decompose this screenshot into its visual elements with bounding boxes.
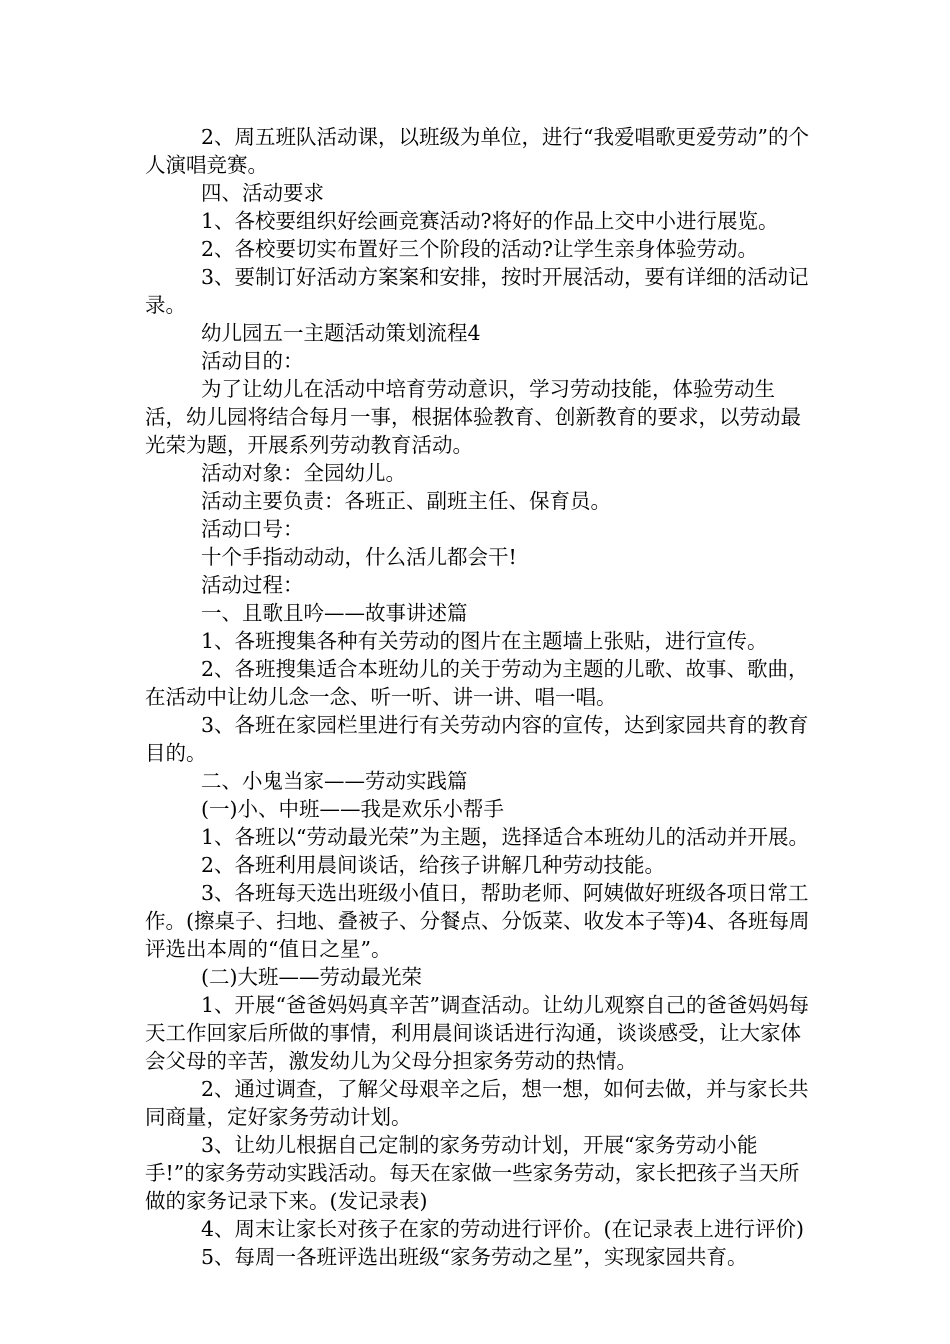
document-title: 幼儿园五一主题活动策划流程4: [201, 321, 481, 345]
paragraph: 1、各校要组织好绘画竞赛活动?将好的作品上交中小进行展览。: [201, 209, 779, 233]
subsection-heading: (二)大班——劳动最光荣: [201, 965, 422, 989]
paragraph: 3、让幼儿根据自己定制的家务劳动计划，开展“家务劳动小能手!”的家务劳动实践活动。每天在家做一些家务劳动，家长把孩子当天所做的家务记录下来。(发记录表): [145, 1133, 800, 1213]
document-body: [145, 123, 813, 1271]
section-heading: 一、且歌且吟——故事讲述篇: [201, 601, 468, 625]
section-heading: 活动目的：: [201, 349, 304, 373]
paragraph: 2、各班搜集适合本班幼儿的关于劳动为主题的儿歌、故事、歌曲，在活动中让幼儿念一念、听一听、讲一讲、唱一唱。: [145, 657, 809, 709]
paragraph: 2、周五班队活动课，以班级为单位，进行“我爱唱歌更爱劳动”的个人演唱竞赛。: [145, 125, 810, 177]
paragraph: 3、各班在家园栏里进行有关劳动内容的宣传，达到家园共育的教育目的。: [145, 713, 809, 765]
paragraph: 2、各班利用晨间谈话，给孩子讲解几种劳动技能。: [201, 853, 666, 877]
paragraph: 为了让幼儿在活动中培育劳动意识，学习劳动技能，体验劳动生活，幼儿园将结合每月一事，根据体验教育、创新教育的要求，以劳动最光荣为题，开展系列劳动教育活动。: [145, 377, 801, 457]
paragraph: 4、周末让家长对孩子在家的劳动进行评价。(在记录表上进行评价): [201, 1217, 805, 1241]
paragraph: 十个手指动动动，什么活儿都会干!: [201, 545, 517, 569]
section-heading: 二、小鬼当家——劳动实践篇: [201, 769, 468, 793]
subsection-heading: (一)小、中班——我是欢乐小帮手: [201, 797, 504, 821]
paragraph: 活动对象：全园幼儿。: [201, 461, 406, 485]
paragraph: 1、开展“爸爸妈妈真辛苦”调查活动。让幼儿观察自己的爸爸妈妈每天工作回家后所做的事情，利用晨间谈话进行沟通，谈谈感受，让大家体会父母的辛苦，激发幼儿为父母分担家务劳动的热情。: [145, 993, 810, 1073]
paragraph: 活动主要负责：各班正、副班主任、保育员。: [201, 489, 611, 513]
section-heading: 四、活动要求: [201, 181, 324, 205]
paragraph: 1、各班搜集各种有关劳动的图片在主题墙上张贴，进行宣传。: [201, 629, 768, 653]
paragraph: 5、每周一各班评选出班级“家务劳动之星”，实现家园共育。: [201, 1245, 748, 1269]
paragraph: 1、各班以“劳动最光荣”为主题，选择适合本班幼儿的活动并开展。: [201, 825, 810, 849]
section-heading: 活动过程：: [201, 573, 304, 597]
section-heading: 活动口号：: [201, 517, 304, 541]
paragraph: 3、各班每天选出班级小值日，帮助老师、阿姨做好班级各项日常工作。(擦桌子、扫地、叠被子、分餐点、分饭菜、收发本子等)4、各班每周评选出本周的“值日之星”。: [145, 881, 810, 961]
paragraph: 2、各校要切实布置好三个阶段的活动?让学生亲身体验劳动。: [201, 237, 759, 261]
paragraph: 2、通过调查，了解父母艰辛之后，想一想，如何去做，并与家长共同商量，定好家务劳动计划。: [145, 1077, 809, 1129]
paragraph: 3、要制订好活动方案案和安排，按时开展活动，要有详细的活动记录。: [145, 265, 809, 317]
